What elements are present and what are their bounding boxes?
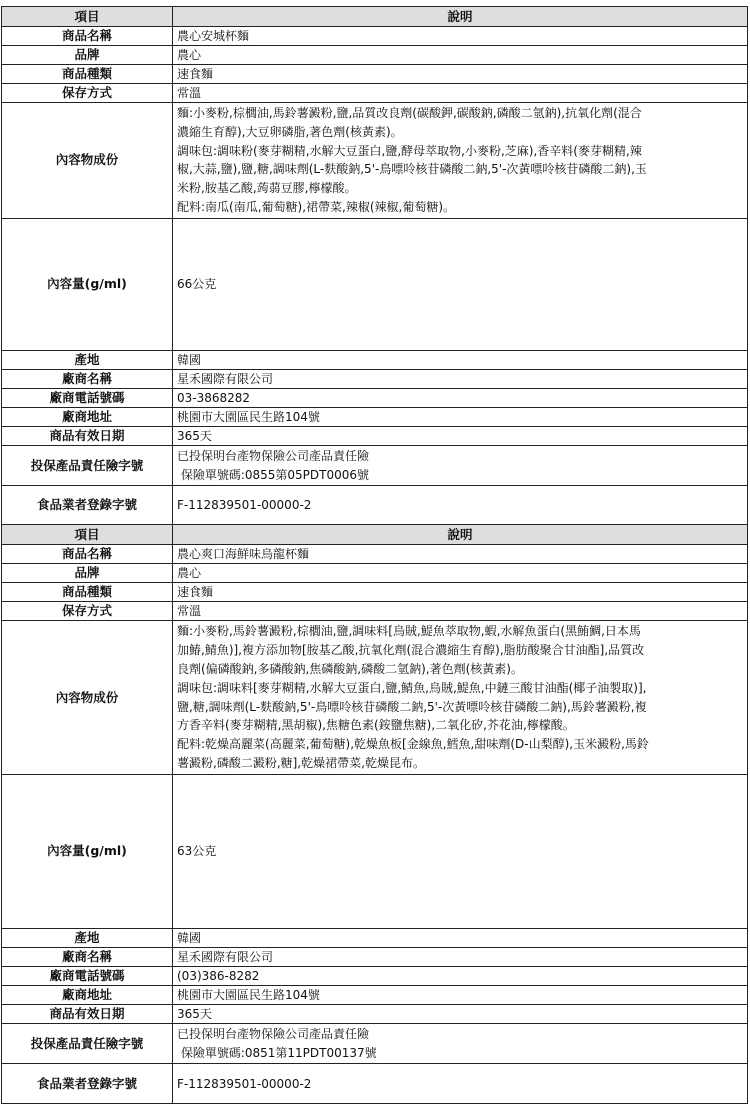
row-label: 廠商名稱 — [2, 369, 173, 388]
value-line: F-112839501-00000-2 — [177, 498, 312, 513]
table-row — [2, 602, 748, 621]
value-line: 桃園市大園區民生路104號 — [177, 409, 320, 424]
row-label: 食品業者登錄字號 — [2, 1064, 173, 1104]
row-value — [173, 369, 748, 388]
value-line: 365天 — [177, 1006, 212, 1021]
value-line: 方香辛料(麥芽糊精,黑胡椒),焦糖色素(銨鹽焦糖),二氧化矽,芥花油,檸檬酸。 — [177, 718, 575, 733]
spec-table-body — [2, 7, 748, 1104]
table-row — [2, 1004, 748, 1023]
row-label: 廠商電話號碼 — [2, 966, 173, 985]
row-value — [173, 388, 748, 407]
row-value — [173, 583, 748, 602]
table-row — [2, 774, 748, 928]
row-label: 內容物成份 — [2, 621, 173, 774]
row-label: 投保產品責任險字號 — [2, 1023, 173, 1064]
row-value — [173, 65, 748, 84]
row-value — [173, 602, 748, 621]
table-row — [2, 407, 748, 426]
row-value — [173, 84, 748, 103]
table-row — [2, 388, 748, 407]
row-value — [173, 218, 748, 350]
table-row — [2, 84, 748, 103]
value-line: 濃縮生育醇),大豆卵磷脂,著色劑(核黃素)。 — [177, 124, 403, 139]
value-line: 良劑(偏磷酸鈉,多磷酸鈉,焦磷酸鈉,磷酸二氫鈉),著色劑(核黃素)。 — [177, 661, 523, 676]
table-row — [2, 218, 748, 350]
table-row — [2, 27, 748, 46]
row-value — [173, 445, 748, 486]
value-line: 配料:乾燥高麗菜(高麗菜,葡萄糖),乾燥魚板[金線魚,鱈魚,甜味劑(D-山梨醇),玉米澱粉,馬鈴 — [177, 737, 649, 752]
table-row — [2, 947, 748, 966]
value-line: 已投保明台產物保險公司產品責任險 — [177, 448, 370, 463]
value-line: 星禾國際有限公司 — [177, 371, 274, 386]
value-line: 米粉,胺基乙酸,蒟蒻豆膠,檸檬酸。 — [177, 181, 357, 196]
row-label: 內容量(g/ml) — [2, 774, 173, 928]
table-row — [2, 564, 748, 583]
row-label: 內容物成份 — [2, 103, 173, 219]
value-line: 農心安城杯麵 — [177, 29, 250, 43]
row-value — [173, 966, 748, 985]
value-line: 椒,大蒜,鹽),鹽,糖,調味劑(L-麩酸鈉,5'-鳥嘌呤核苷磷酸二鈉,5'-次黃嘌呤核苷磷酸二鈉),玉 — [177, 162, 647, 177]
row-label: 商品名稱 — [2, 27, 173, 46]
value-line: 調味包:調味粉(麥芽糊精,水解大豆蛋白,鹽,酵母萃取物,小麥粉,芝麻),香辛料(麥芽糊精,辣 — [177, 143, 642, 158]
value-line: 星禾國際有限公司 — [177, 949, 274, 964]
row-value — [173, 564, 748, 583]
value-line: 麵:小麥粉,棕櫚油,馬鈴薯澱粉,鹽,品質改良劑(碳酸鉀,碳酸鈉,磷酸二氫鈉),抗氧化劑(混合 — [177, 106, 642, 120]
row-value — [173, 1064, 748, 1104]
row-label: 商品有效日期 — [2, 1004, 173, 1023]
row-value — [173, 985, 748, 1004]
value-line: 66公克 — [177, 277, 217, 292]
row-label: 廠商電話號碼 — [2, 388, 173, 407]
row-label: 品牌 — [2, 46, 173, 65]
row-label: 廠商名稱 — [2, 947, 173, 966]
header-item-cell: 項目 — [2, 7, 173, 27]
value-line: 農心 — [177, 48, 202, 62]
value-line: 速食麵 — [177, 67, 214, 81]
product-spec-sheet — [1, 6, 748, 1104]
row-value — [173, 621, 748, 774]
value-line: 鹽,糖,調味劑(L-麩酸鈉,5'-鳥嘌呤核苷磷酸二鈉,5'-次黃嘌呤核苷磷酸二鈉),馬鈴薯澱粉,複 — [177, 699, 647, 714]
value-line: 薯澱粉,磷酸二澱粉,糖],乾燥裙帶菜,乾燥昆布。 — [177, 755, 425, 770]
value-line: 常溫 — [177, 604, 202, 619]
row-value — [173, 1023, 748, 1064]
row-label: 內容量(g/ml) — [2, 218, 173, 350]
row-label: 產地 — [2, 350, 173, 369]
value-line: 保險單號碼:0851第11PDT00137號 — [177, 1045, 377, 1060]
row-value — [173, 407, 748, 426]
table-row — [2, 65, 748, 84]
table-row — [2, 985, 748, 1004]
value-line: 調味包:調味料[麥芽糊精,水解大豆蛋白,鹽,鯖魚,烏賊,鯷魚,中鏈三酸甘油酯(椰子油製取)], — [177, 680, 647, 695]
table-header-row — [2, 7, 748, 27]
value-line: 365天 — [177, 428, 212, 443]
table-row — [2, 1023, 748, 1064]
value-line: 農心 — [177, 566, 202, 581]
header-item-cell: 項目 — [2, 525, 173, 545]
table-row — [2, 369, 748, 388]
row-label: 商品種類 — [2, 65, 173, 84]
value-line: 桃園市大園區民生路104號 — [177, 987, 320, 1002]
row-value — [173, 46, 748, 65]
table-row — [2, 46, 748, 65]
table-row — [2, 928, 748, 947]
row-label: 投保產品責任險字號 — [2, 445, 173, 486]
row-label: 產地 — [2, 928, 173, 947]
row-label: 保存方式 — [2, 602, 173, 621]
value-line: 速食麵 — [177, 585, 214, 600]
row-value — [173, 27, 748, 46]
row-value — [173, 486, 748, 525]
table-row — [2, 966, 748, 985]
table-row — [2, 545, 748, 564]
header-description-cell: 說明 — [173, 525, 748, 545]
value-line: 麵:小麥粉,馬鈴薯澱粉,棕櫚油,鹽,調味料[烏賊,鯷魚萃取物,蝦,水解魚蛋白(黑鮪鯛,日本馬 — [177, 624, 641, 639]
row-value — [173, 426, 748, 445]
table-row — [2, 621, 748, 774]
table-row — [2, 103, 748, 219]
value-line: 配料:南瓜(南瓜,葡萄糖),裙帶菜,辣椒(辣椒,葡萄糖)。 — [177, 199, 456, 214]
row-label: 食品業者登錄字號 — [2, 486, 173, 525]
table-row — [2, 445, 748, 486]
row-value — [173, 103, 748, 219]
row-label: 商品有效日期 — [2, 426, 173, 445]
table-row — [2, 1064, 748, 1104]
value-line: 保險單號碼:0855第05PDT0006號 — [177, 467, 370, 482]
value-line: F-112839501-00000-2 — [177, 1076, 312, 1091]
value-line: 常溫 — [177, 86, 202, 100]
row-value — [173, 1004, 748, 1023]
row-value — [173, 928, 748, 947]
row-label: 保存方式 — [2, 84, 173, 103]
table-row — [2, 426, 748, 445]
row-label: 廠商地址 — [2, 985, 173, 1004]
table-header-row — [2, 525, 748, 545]
value-line: 加鰆,鯖魚)],複方添加物[胺基乙酸,抗氧化劑(混合濃縮生育醇),脂肪酸聚合甘油酯],品質改 — [177, 643, 645, 658]
value-line: 03-3868282 — [177, 390, 251, 405]
row-value — [173, 545, 748, 564]
table-row — [2, 350, 748, 369]
value-line: 63公克 — [177, 844, 217, 859]
header-description-cell: 說明 — [173, 7, 748, 27]
spec-table — [1, 6, 748, 1104]
row-label: 廠商地址 — [2, 407, 173, 426]
value-line: 韓國 — [177, 352, 202, 367]
row-label: 商品種類 — [2, 583, 173, 602]
row-value — [173, 350, 748, 369]
row-value — [173, 947, 748, 966]
row-label: 品牌 — [2, 564, 173, 583]
value-line: 農心爽口海鮮味烏龍杯麵 — [177, 547, 310, 562]
value-line: (03)386-8282 — [177, 968, 260, 983]
value-line: 韓國 — [177, 930, 202, 945]
value-line: 已投保明台產物保險公司產品責任險 — [177, 1026, 370, 1041]
table-row — [2, 583, 748, 602]
row-value — [173, 774, 748, 928]
table-row — [2, 486, 748, 525]
row-label: 商品名稱 — [2, 545, 173, 564]
